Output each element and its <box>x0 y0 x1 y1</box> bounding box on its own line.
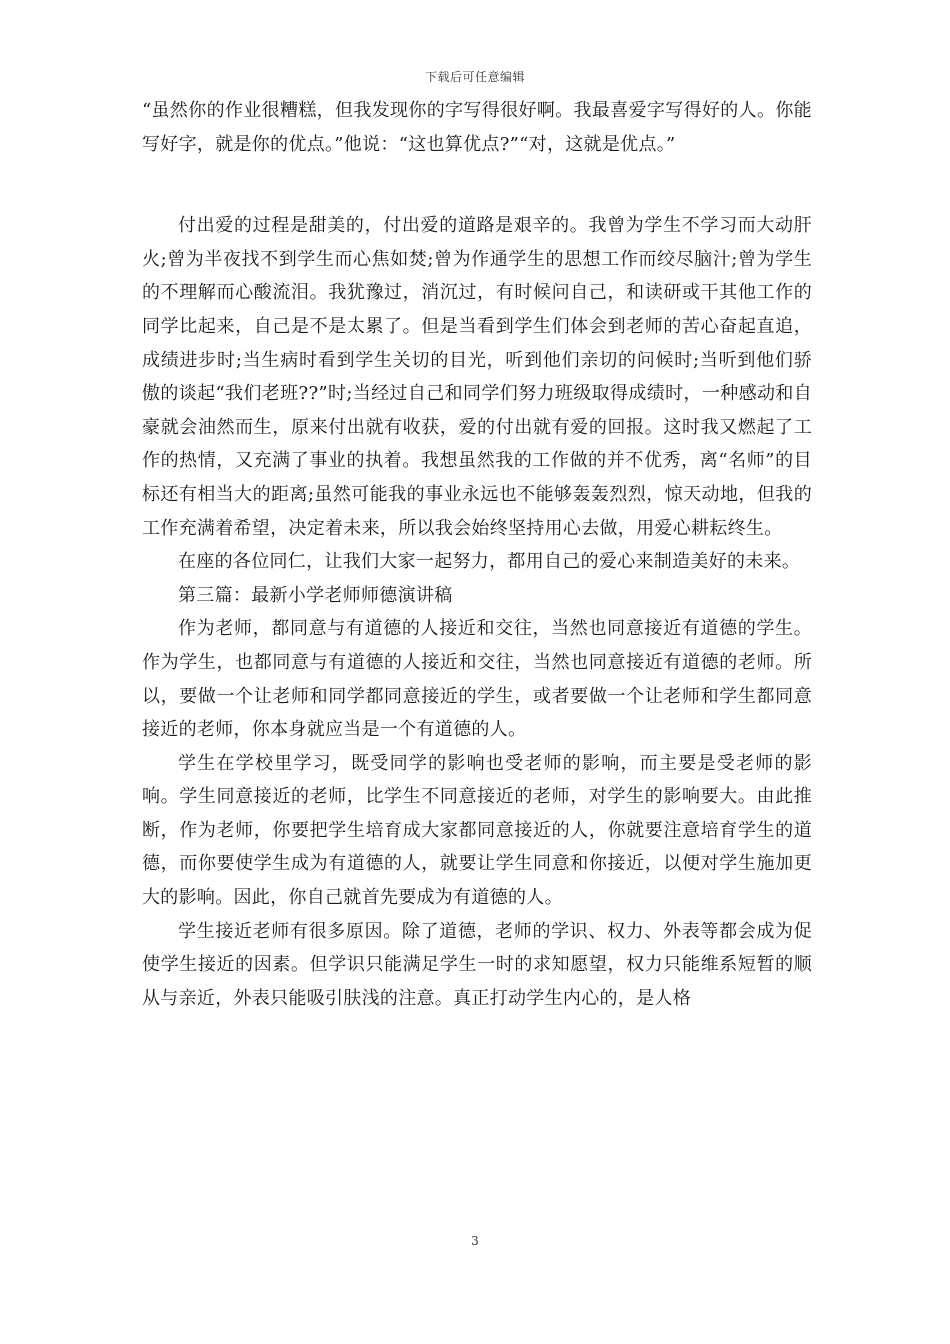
document-body <box>142 94 812 1015</box>
paragraph-teacher-morality: 作为老师，都同意与有道德的人接近和交往，当然也同意接近有道德的学生。作为学生，也都同意与有道德的人接近和交往，当然也同意接近有道德的老师。所以，要做一个让老师和同学都同意接近的学生，或者要做一个让老师和学生都同意接近的老师，你本身就应当是一个有道德的人。 <box>142 618 812 741</box>
paragraph-love: 付出爱的过程是甜美的，付出爱的道路是艰辛的。我曾为学生不学习而大动肝火;曾为半夜找不到学生而心焦如焚;曾为作通学生的思想工作而绞尽脑汁;曾为学生的不理解而心酸流泪。我犹豫过，消沉过，有时候问自己，和读研或干其他工作的同学比起来，自己是不是太累了。但是当看到学生们体会到老师的苦心奋起直追，成绩进步时;当生病时看到学生关切的目光，听到他们亲切的问候时;当听到他们骄傲的谈起“我们老班??”时;当经过自己和同学们努力班级取得成绩时，一种感动和自豪就会油然而生，原来付出就有收获，爱的付出就有爱的回报。这时我又燃起了工作的热情，又充满了事业的执着。我想虽然我的工作做的并不优秀，离“名师”的目标还有相当大的距离;虽然可能我的事业永远也不能够轰轰烈烈，惊天动地，但我的工作充满着希望，决定着未来，所以我会始终坚持用心去做，用爱心耕耘终生。 <box>142 215 812 539</box>
page-header: 下载后可任意编辑 <box>424 70 525 84</box>
paragraph-spacer <box>142 161 812 209</box>
section-title: 第三篇：最新小学老师师德演讲稿 <box>178 584 453 606</box>
paragraph-influence: 学生在学校里学习，既受同学的影响也受老师的影响，而主要是受老师的影响。学生同意接近的老师，比学生不同意接近的老师，对学生的影响要大。由此推断，作为老师，你要把学生培育成大家都同意接近的人，你就要注意培育学生的道德，而你要使学生成为有道德的人，就要让学生同意和你接近，以便对学生施加更大的影响。因此，你自己就首先要成为有道德的人。 <box>142 752 812 909</box>
paragraph-colleagues: 在座的各位同仁，让我们大家一起努力，都用自己的爱心来制造美好的未来。 <box>178 551 801 573</box>
paragraph-quote: “虽然你的作业很糟糕，但我发现你的字写得很好啊。我最喜爱字写得好的人。你能写好字，就是你的优点。”他说：“这也算优点?”“对，这就是优点。” <box>142 100 812 155</box>
page-number: 3 <box>471 1234 479 1248</box>
paragraph-reasons: 学生接近老师有很多原因。除了道德，老师的学识、权力、外表等都会成为促使学生接近的因素。但学识只能满足学生一时的求知愿望，权力只能维系短暂的顺从与亲近，外表只能吸引肤浅的注意。真正打动学生内心的，是人格 <box>142 920 812 1009</box>
